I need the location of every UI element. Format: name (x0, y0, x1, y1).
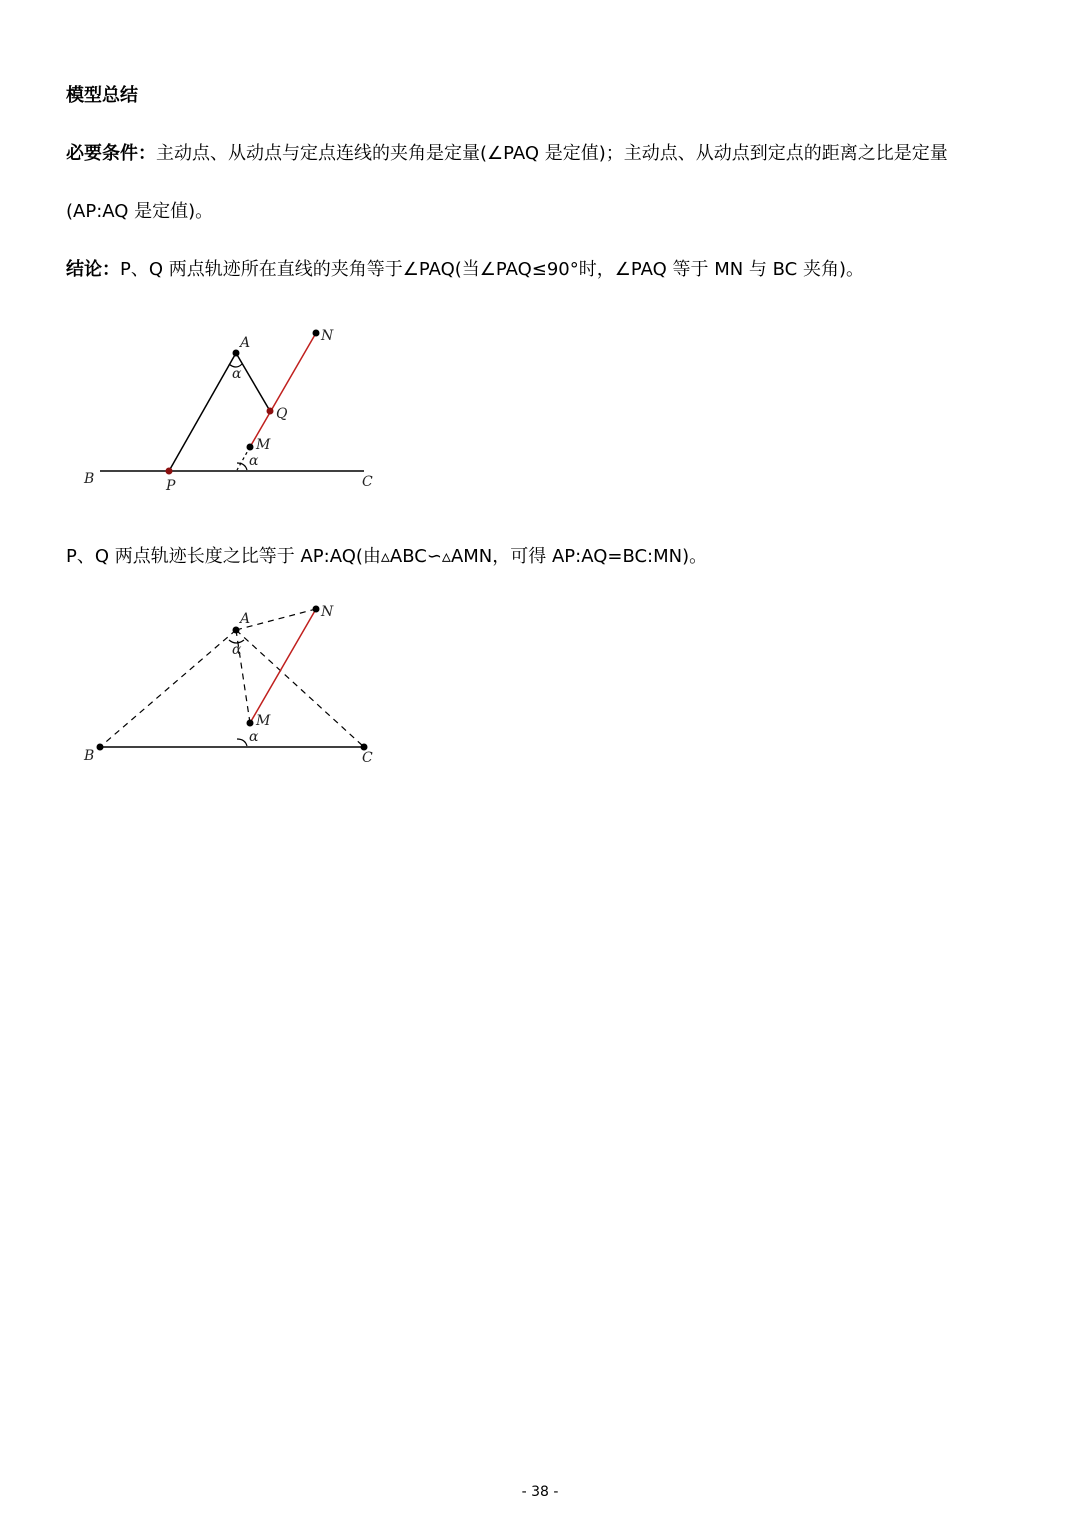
label-n: N (321, 328, 334, 344)
trajectory-mn (250, 333, 316, 447)
segment-aq (236, 353, 270, 411)
label-c: C (362, 750, 373, 766)
trajectory-mn (250, 609, 316, 723)
ratio-statement: P、Q 两点轨迹长度之比等于 AP:AQ(由▵ABC∽▵AMN，可得 AP:AQ=BC:MN)。 (66, 546, 708, 567)
necessary-condition-line2: (AP:AQ 是定值)。 (66, 201, 214, 222)
point-q (267, 408, 274, 415)
page-number: - 38 - (521, 1484, 559, 1500)
segment-ap (169, 353, 236, 471)
necessary-condition-text1: 主动点、从动点与定点连线的夹角是定量(∠PAQ 是定值)；主动点、从动点到定点的距离之比是定量 (156, 143, 948, 164)
label-alpha-a: α (232, 642, 242, 658)
angle-arc-bottom (237, 739, 247, 746)
point-a (233, 350, 240, 357)
label-a: A (240, 335, 251, 351)
label-q: Q (276, 406, 288, 422)
point-m (247, 444, 254, 451)
label-b: B (84, 748, 95, 764)
label-n: N (321, 604, 334, 620)
label-alpha-a: α (232, 366, 242, 382)
conclusion-label: 结论： (66, 259, 120, 280)
point-p (166, 468, 173, 475)
label-m: M (256, 437, 271, 453)
point-m (247, 720, 254, 727)
point-b (97, 744, 104, 751)
dashed-ab (100, 630, 236, 747)
label-alpha-bottom: α (249, 729, 259, 745)
necessary-condition-label: 必要条件： (66, 143, 156, 164)
figure-2-diagram (0, 580, 1080, 780)
point-n (313, 330, 320, 337)
figure-1-diagram (0, 0, 1080, 520)
label-alpha-bottom: α (249, 453, 259, 469)
label-a: A (240, 611, 251, 627)
label-p: P (166, 478, 176, 494)
point-n (313, 606, 320, 613)
angle-arc-bottom (237, 463, 247, 470)
conclusion-text: P、Q 两点轨迹所在直线的夹角等于∠PAQ(当∠PAQ≤90°时，∠PAQ 等于 MN 与 BC 夹角)。 (120, 259, 864, 280)
label-b: B (84, 471, 95, 487)
label-m: M (256, 713, 271, 729)
label-c: C (362, 474, 373, 490)
section-title: 模型总结 (66, 85, 138, 106)
point-a (233, 627, 240, 634)
